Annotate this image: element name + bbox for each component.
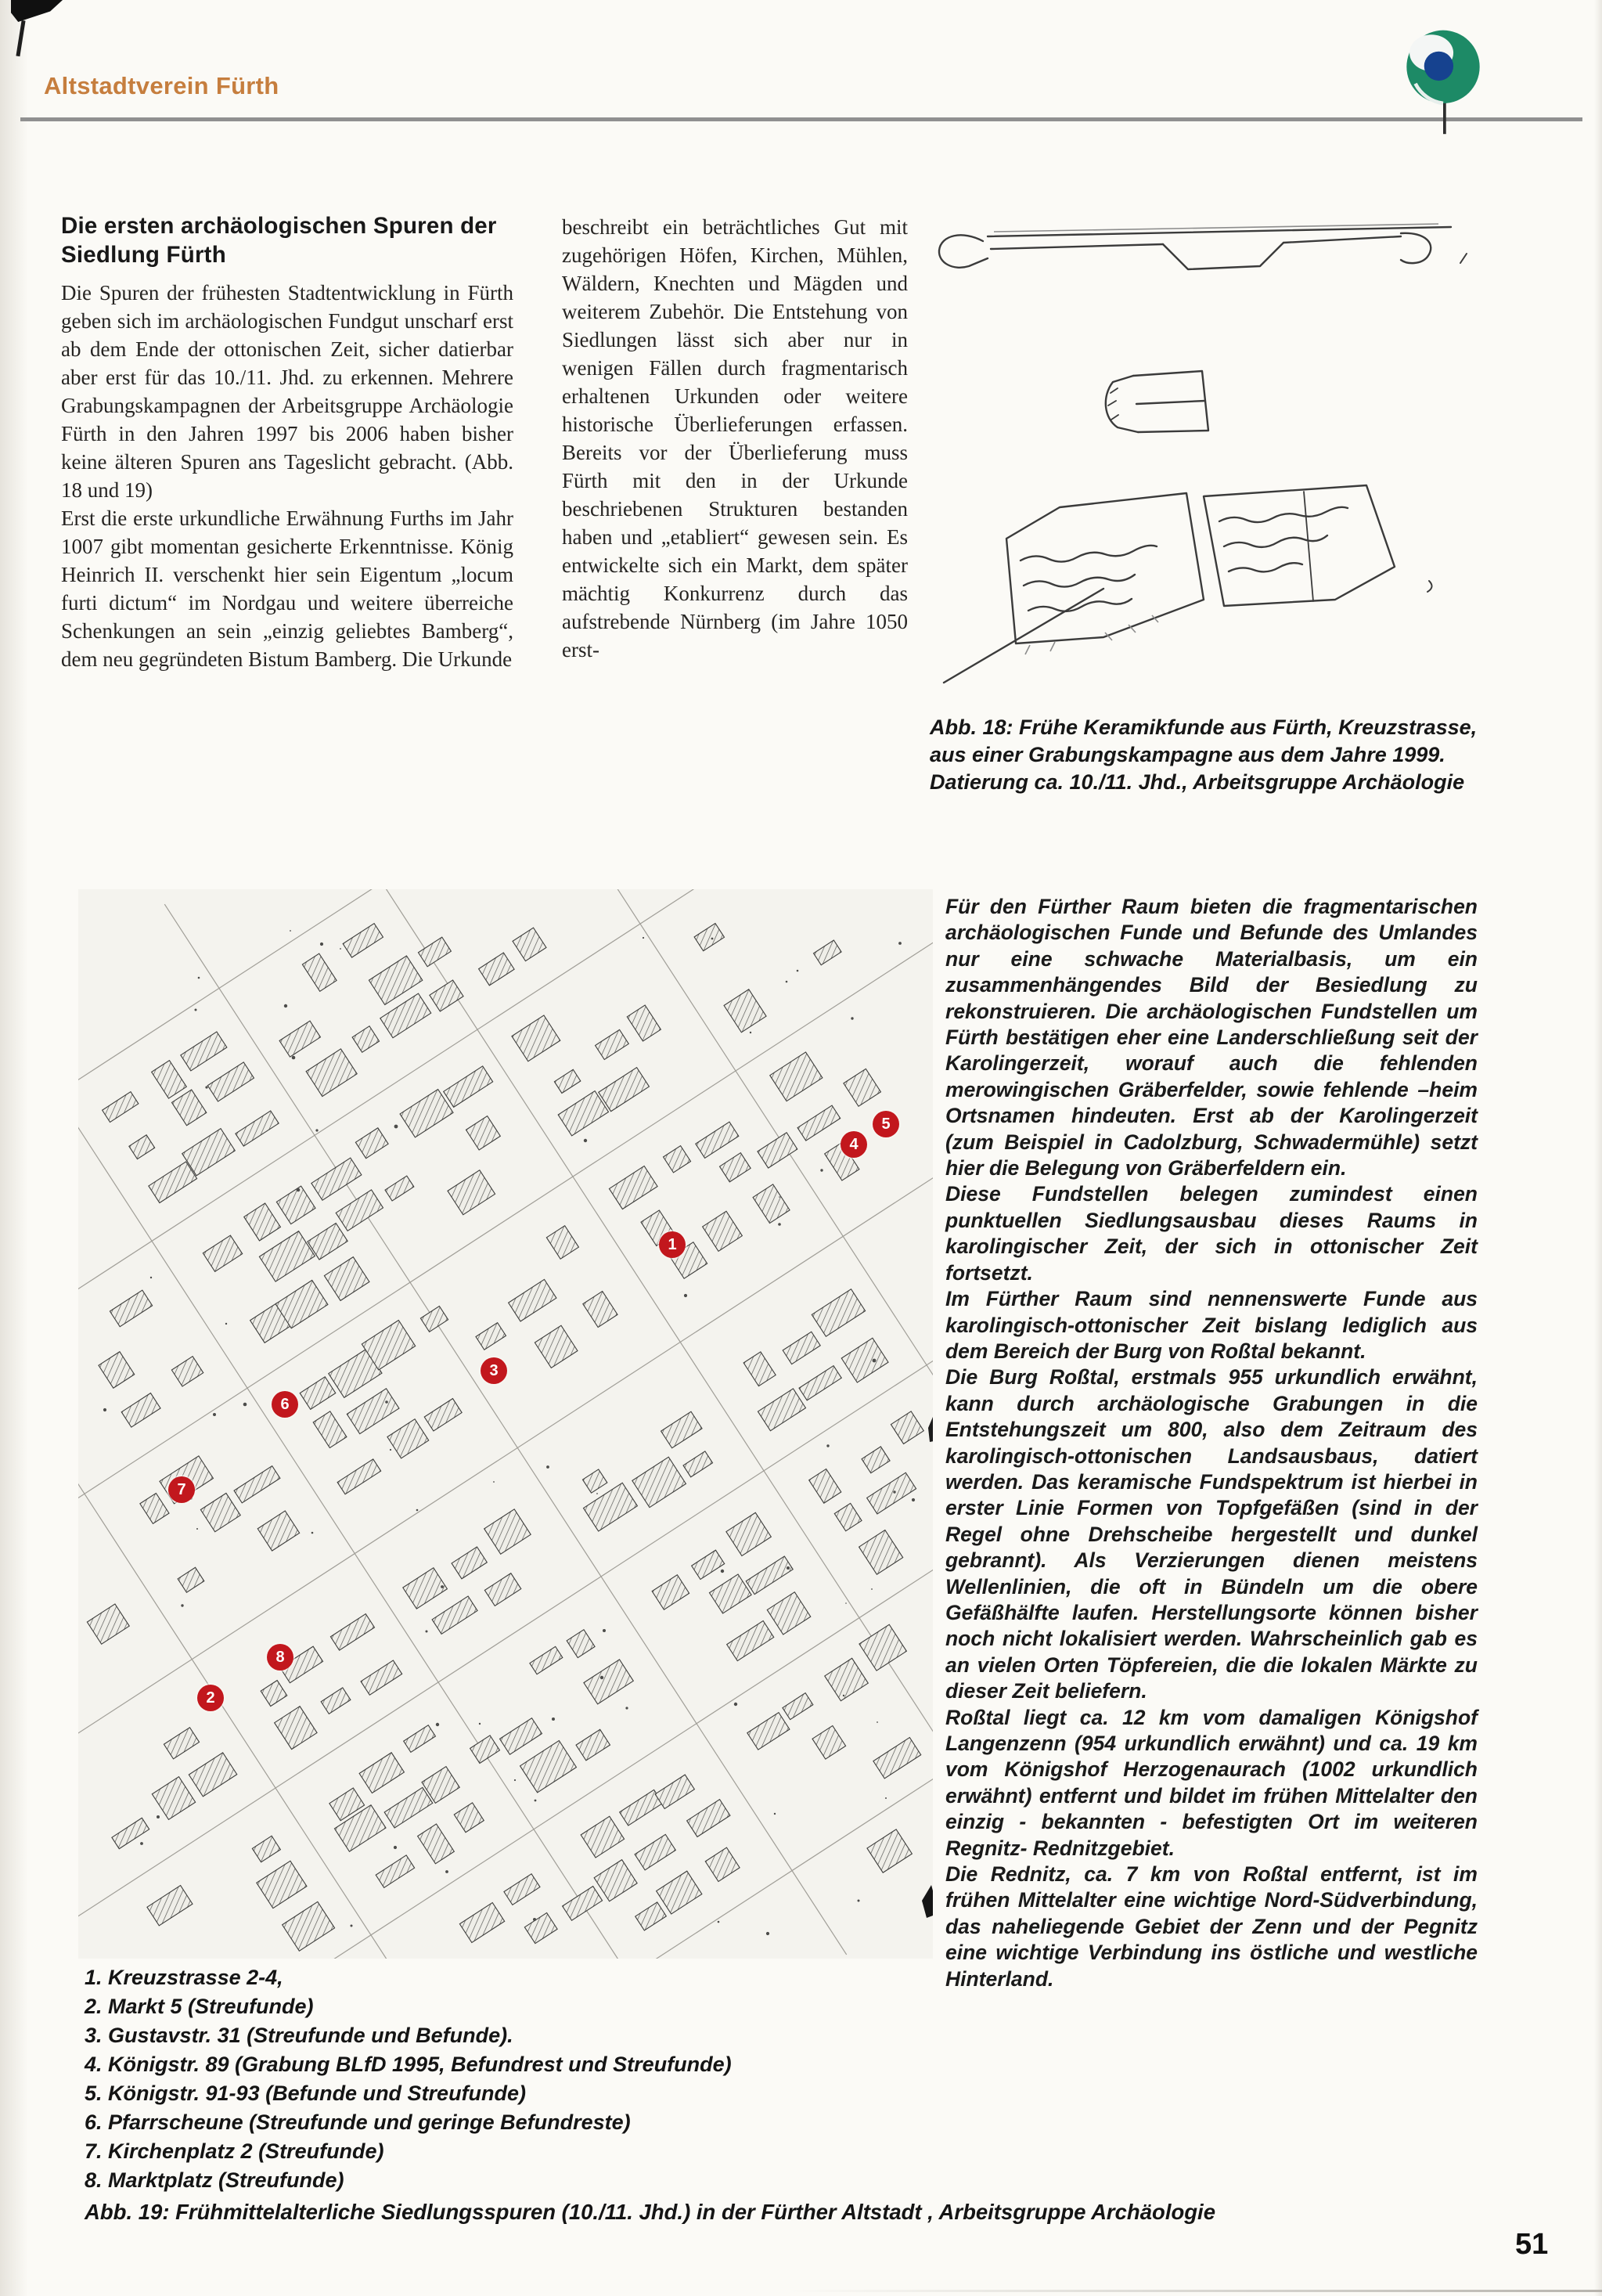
- article-paragraph: beschreibt ein beträchtliches Gut mit zugehörigen Höfen, Kirchen, Mühlen, Wäldern, Knechten und Mägden und weiterem Zubehör. Die Entstehung von Siedlungen lässt sich aber nur in wenigen Fällen durch fragmentarisch erhaltenen Urkunden oder weitere historische Überlieferungen erfassen. Bereits vor der Überlieferung muss Fürth mit den in der Urkunde beschriebenen Strukturen bestanden haben und „etabliert“ gewesen sein. Es entwickelte sich ein Markt, dem später mächtig Konkurrenz durch das aufstrebende Nürnberg (im Jahre 1050 erst-: [562, 215, 908, 661]
- legend-item: 2. Markt 5 (Streufunde): [85, 1995, 314, 2018]
- header-divider: [20, 117, 1582, 121]
- article-heading: Die ersten archäologischen Spuren der Siedlung Fürth: [61, 213, 497, 268]
- scan-edge-left: [0, 0, 28, 2296]
- legend-item: 5. Königstr. 91-93 (Befunde und Streufunde): [85, 2082, 527, 2105]
- scan-edge-right: [1594, 0, 1602, 2296]
- legend-item: 7. Kirchenplatz 2 (Streufunde): [85, 2139, 384, 2163]
- scan-artifact-corner: [11, 0, 63, 22]
- map-marker-6: 6: [272, 1391, 298, 1418]
- sidebar-paragraph: Die Burg Roßtal, erstmals 955 urkundlich erwähnt, kann durch archäologische Grabungen in die Entstehungszeit um 800, also dem Zeitraum des karolingisch-ottonischen Landsausbaus, datiert werden. Das keramische Fundspektrum ist hierbei in erster Linie Formen von Topfgefäßen (sind in der Regel ohne Drehscheibe hergestellt und dunkel gebrannt). Als Verzierungen dienen meistens Wellenlinien, die oft in Bündeln um die obere Gefäßhälfte laufen. Herstellungsorte können bisher noch nicht lokalisiert werden. Wahrscheinlich gab es an vielen Orten Töpfereien, die die lokalen Märkte zu dieser Zeit beliefern.: [945, 1365, 1478, 1703]
- article-paragraph: Erst die erste urkundliche Erwähnung Furths im Jahr 1007 gibt momentan gesicherte Erkenntnisse. König Heinrich II. verschenkt hier sein Eigentum „locum furti dictum“ im Nordgau und weitere überreiche Schenkungen an sein „einzig geliebtes Bamberg“, dem neu gegründeten Bistum Bamberg. Die Urkunde: [61, 506, 513, 671]
- map-marker-5: 5: [873, 1111, 899, 1137]
- sidebar-commentary: [945, 894, 1478, 1992]
- map-marker-8: 8: [267, 1644, 293, 1671]
- map-marker-2: 2: [197, 1685, 224, 1711]
- altstadtverein-logo-icon: [1399, 27, 1487, 136]
- scan-edge-bottom: [788, 2290, 1602, 2292]
- header-title: Altstadtverein Fürth: [44, 72, 279, 99]
- map-legend: [85, 1963, 1509, 2226]
- legend-item: 8. Marktplatz (Streufunde): [85, 2168, 344, 2192]
- sidebar-paragraph: Roßtal liegt ca. 12 km vom damaligen Königshof Langenzenn (954 urkundlich erwähnt) und ca. 19 km vom Königshof Herzogenaurach (1002 urkundlich erwähnt) entfernt und bildet im frühen Mittelalter den einzig - bekannten - befestigten Ort im weiteren Regnitz- Rednitzgebiet.: [945, 1705, 1478, 1860]
- legend-item: 1. Kreuzstrasse 2-4,: [85, 1966, 283, 1989]
- figure-18-ceramic-drawings: [928, 210, 1476, 703]
- legend-item: 6. Pfarrscheune (Streufunde und geringe Befundreste): [85, 2110, 631, 2134]
- map-marker-7: 7: [168, 1476, 195, 1503]
- article-column-2: [562, 213, 908, 664]
- map-marker-3: 3: [481, 1357, 507, 1384]
- figure-19-caption: Abb. 19: Frühmittelalterliche Siedlungsspuren (10./11. Jhd.) in der Fürther Altstadt , Arbeitsgruppe Archäologie: [85, 2200, 1215, 2224]
- city-map-drawing: [78, 889, 933, 1959]
- legend-item: 3. Gustavstr. 31 (Streufunde und Befunde).: [85, 2024, 513, 2047]
- sherd-profile-left-hook: [939, 235, 988, 267]
- sidebar-paragraph: Diese Fundstellen belegen zumindest einen punktuellen Siedlungsausbau dieses Raums in karolingischer Zeit, der sich in ottonischer Zeit fortsetzt.: [945, 1182, 1478, 1285]
- map-marker-4: 4: [841, 1131, 867, 1158]
- map-marker-1: 1: [659, 1231, 686, 1258]
- article-paragraph: Die Spuren der frühesten Stadtentwicklung in Fürth geben sich im archäologischen Fundgut unscharf erst ab dem Ende der ottonischen Zeit, sicher datierbar aber erst für das 10./11. Jhd. zu erkennen. Mehrere Grabungskampagnen der Arbeitsgruppe Archäologie Fürth in den Jahren 1997 bis 2006 haben bisher keine älteren Spuren ans Tageslicht gebracht. (Abb. 18 und 19): [61, 281, 513, 502]
- article-column-1: [61, 211, 513, 673]
- sidebar-paragraph: Im Fürther Raum sind nennenswerte Funde aus karolingisch-ottonischer Zeit bislang lediglich aus dem Bereich der Burg von Roßtal bekannt.: [945, 1287, 1478, 1363]
- sidebar-paragraph: Die Rednitz, ca. 7 km von Roßtal entfernt, ist im frühen Mittelalter eine wichtige Nord-Südverbindung, das naheliegende Gebiet der Zenn und der Pegnitz eine wichtige Verbindung ins östliche und westliche Hinterland.: [945, 1862, 1478, 1991]
- figure-18-caption: Abb. 18: Frühe Keramikfunde aus Fürth, Kreuzstrasse, aus einer Grabungskampagne aus dem Jahre 1999. Datierung ca. 10./11. Jhd., Arbeitsgruppe Archäologie: [930, 715, 1478, 794]
- ceramic-sketches: [928, 210, 1476, 703]
- figure-19-city-map: [78, 889, 933, 1959]
- sidebar-paragraph: Für den Fürther Raum bieten die fragmentarischen archäologischen Funde und Befunde des Umlandes nur eine schwache Materialbasis, um ein zusammenhängendes Bild der Besiedlung zu rekonstruieren. Die archäologischen Fundstellen um Fürth bestätigen eher eine Landerschließung seit der Karolingerzeit, worauf auch die fehlenden merowingischen Gräberfelder, sowie fehlende –heim Ortsnamen hindeuten. Erst ab der Karolingerzeit (zum Beispiel in Cadolzburg, Schwadermühle) setzt hier die Belegung von Gräberfeldern ein.: [945, 895, 1478, 1180]
- legend-item: 4. Königstr. 89 (Grabung BLfD 1995, Befundrest und Streufunde): [85, 2053, 732, 2076]
- page-number: 51: [1515, 2228, 1549, 2261]
